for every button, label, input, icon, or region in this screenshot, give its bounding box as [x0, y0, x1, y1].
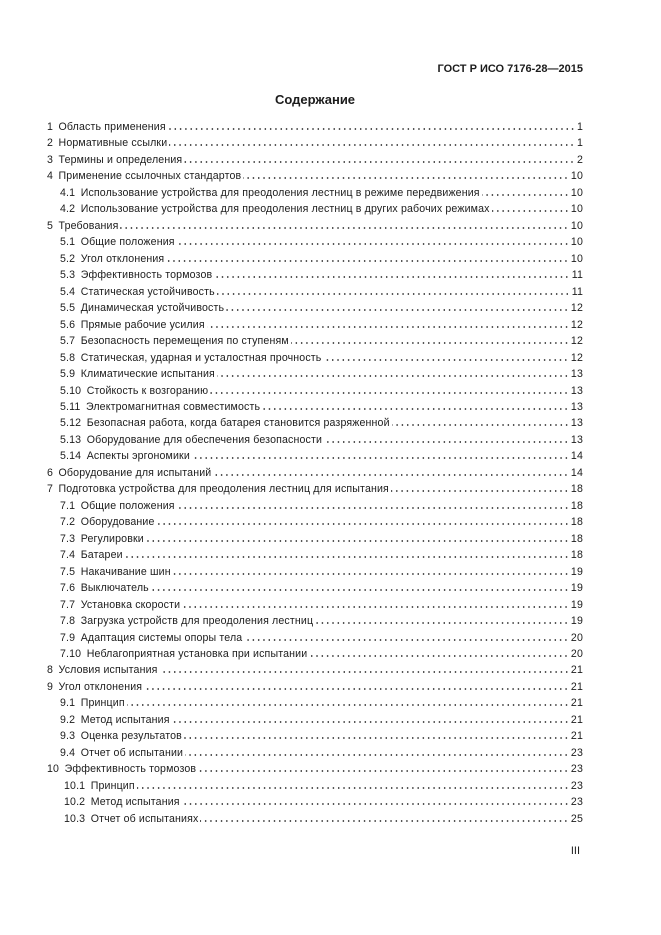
toc-entry-page: 20 — [570, 648, 583, 660]
toc-entry-page: 11 — [571, 285, 583, 298]
toc-entry-subsection — [47, 745, 583, 761]
toc-entry-subsection — [47, 317, 583, 333]
toc-entry-page: 18 — [570, 499, 583, 512]
toc-entry-subsection — [47, 728, 583, 744]
dot-leader — [182, 606, 569, 608]
toc-entry-section — [47, 119, 583, 135]
dot-leader — [151, 589, 569, 591]
toc-entry-subsection — [47, 300, 583, 316]
toc-entry-page: 10 — [570, 203, 583, 216]
toc-entry-title: Батареи — [80, 549, 123, 562]
toc-entry-page: 12 — [570, 318, 583, 331]
dot-leader — [173, 573, 569, 575]
toc-entry-page: 21 — [570, 730, 583, 743]
page-title: Содержание — [274, 92, 356, 107]
dot-leader — [291, 342, 569, 344]
toc-entry-page: 10 — [570, 252, 583, 265]
toc-entry-number: 7.4 — [60, 549, 76, 562]
toc-entry-subsection — [47, 284, 583, 300]
toc-entry-page: 23 — [570, 796, 583, 809]
toc-entry-subsection — [47, 251, 583, 267]
toc-entry-number: 8 — [47, 664, 54, 677]
toc-entry-subsection — [47, 201, 583, 217]
toc-entry-number: 4.1 — [60, 186, 76, 199]
toc-entry-title: Электромагнитная совместимость — [85, 400, 261, 413]
toc-entry-title: Адаптация системы опоры тела — [80, 631, 243, 644]
toc-entry-subsection — [47, 695, 583, 711]
toc-entry-number: 3 — [47, 153, 54, 166]
toc-entry-page: 18 — [570, 516, 583, 529]
toc-entry-title: Угол отклонения — [58, 680, 143, 693]
toc-entry-number: 5.2 — [60, 252, 76, 265]
dot-leader — [166, 260, 569, 262]
dot-leader — [177, 507, 569, 509]
toc-entry-page: 1 — [576, 121, 583, 133]
toc-entry-subsection — [47, 794, 583, 810]
toc-entry-page: 10 — [570, 219, 583, 232]
toc-entry-title: Метод испытания — [90, 796, 180, 809]
toc-entry-title: Выключатель — [80, 582, 149, 595]
dot-leader — [392, 424, 569, 426]
toc-entry-number: 5.8 — [60, 351, 76, 364]
dot-leader — [137, 787, 569, 789]
dot-leader — [315, 622, 569, 624]
toc-entry-number: 7.2 — [60, 516, 76, 529]
toc-entry-subsection — [47, 415, 583, 431]
toc-entry-page: 18 — [570, 483, 583, 496]
toc-entry-title: Аспекты эргономики — [86, 450, 190, 463]
toc-entry-page: 11 — [571, 269, 583, 282]
dot-leader — [324, 441, 569, 443]
toc-entry-subsection — [47, 564, 583, 580]
toc-entry-page: 13 — [570, 417, 583, 430]
toc-entry-number: 6 — [47, 466, 54, 479]
toc-entry-title: Оборудование для испытаний — [58, 466, 212, 479]
toc-entry-page: 10 — [570, 236, 583, 249]
toc-entry-title: Использование устройства для преодоления лестниц в других рабочих режимах — [80, 203, 490, 216]
toc-entry-subsection — [47, 448, 583, 464]
toc-entry-page: 10 — [570, 170, 583, 183]
toc-entry-subsection — [47, 630, 583, 646]
toc-entry-page: 20 — [570, 631, 583, 644]
toc-entry-number: 5.10 — [60, 384, 82, 397]
dot-leader — [184, 737, 569, 739]
dot-leader — [172, 721, 569, 723]
toc-entry-number: 5.1 — [60, 236, 76, 249]
dot-leader — [120, 227, 568, 229]
toc-entry-title: Отчет об испытании — [80, 746, 184, 759]
toc-entry-page: 18 — [570, 549, 583, 562]
toc-entry-title: Установка скорости — [80, 598, 181, 611]
toc-entry-subsection — [47, 399, 583, 415]
toc-entry-number: 9.3 — [60, 730, 76, 743]
toc-entry-subsection — [47, 580, 583, 596]
toc-entry-number: 7.1 — [60, 499, 76, 512]
dot-leader — [207, 326, 569, 328]
toc-entry-number: 9 — [47, 680, 54, 693]
toc-entry-number: 5.3 — [60, 269, 76, 282]
toc-entry-number: 5.11 — [60, 400, 81, 413]
toc-entry-subsection — [47, 712, 583, 728]
toc-entry-page: 18 — [570, 532, 583, 545]
toc-entry-number: 5.9 — [60, 368, 76, 381]
page-number: III — [570, 845, 580, 857]
toc-entry-title: Регулировки — [80, 532, 144, 545]
toc-entry-number: 4 — [47, 170, 54, 183]
toc-entry-subsection — [47, 811, 583, 827]
toc-entry-page: 25 — [570, 812, 583, 825]
toc-entry-page: 14 — [570, 466, 583, 479]
toc-entry-page: 21 — [570, 697, 583, 710]
dot-leader — [200, 820, 568, 822]
dot-leader — [309, 655, 569, 657]
dot-leader — [217, 293, 570, 295]
dot-leader — [244, 639, 569, 641]
toc-entry-number: 5.12 — [60, 417, 82, 430]
toc-entry-section — [47, 481, 583, 497]
table-of-contents — [47, 119, 583, 827]
toc-entry-title: Условия испытания — [58, 664, 158, 677]
toc-entry-number: 7.5 — [60, 565, 76, 578]
toc-entry-title: Безопасная работа, когда батарея становится разряженной — [86, 417, 390, 430]
dot-leader — [185, 754, 569, 756]
toc-entry-subsection — [47, 432, 583, 448]
toc-entry-title: Стойкость к возгоранию — [86, 384, 209, 397]
dot-leader — [262, 408, 569, 410]
toc-entry-title: Загрузка устройств для преодоления лестниц — [80, 615, 314, 628]
toc-entry-number: 5.14 — [60, 450, 82, 463]
dot-leader — [160, 671, 569, 673]
toc-entry-number: 2 — [47, 137, 54, 150]
toc-entry-number: 7 — [47, 483, 54, 496]
toc-entry-number: 10.2 — [64, 796, 86, 809]
toc-entry-section — [47, 761, 583, 777]
toc-entry-number: 10.3 — [64, 812, 86, 825]
toc-entry-page: 23 — [570, 779, 583, 792]
toc-entry-title: Безопасность перемещения по ступеням — [80, 335, 289, 348]
toc-entry-number: 5.7 — [60, 335, 76, 348]
toc-entry-number: 10 — [47, 763, 60, 776]
toc-entry-page: 23 — [570, 763, 583, 776]
toc-entry-number: 5 — [47, 219, 54, 232]
toc-entry-number: 9.2 — [60, 713, 76, 726]
toc-entry-page: 1 — [576, 137, 583, 150]
toc-entry-number: 7.8 — [60, 615, 76, 628]
toc-entry-page: 13 — [570, 384, 583, 397]
dot-leader — [125, 556, 569, 558]
toc-entry-section — [47, 662, 583, 678]
dot-leader — [210, 392, 569, 394]
dot-leader — [157, 523, 569, 525]
toc-entry-title: Общие положения — [80, 236, 175, 249]
toc-entry-page: 12 — [570, 302, 583, 315]
toc-entry-page: 13 — [570, 368, 583, 381]
dot-leader — [168, 128, 575, 130]
toc-entry-subsection — [47, 531, 583, 547]
toc-entry-number: 10.1 — [64, 779, 86, 792]
toc-entry-subsection — [47, 514, 583, 530]
toc-entry-title: Требования — [58, 219, 119, 232]
toc-entry-title: Прямые рабочие усилия — [80, 318, 205, 331]
toc-entry-section — [47, 152, 583, 168]
toc-entry-title: Статическая, ударная и усталостная прочность — [80, 351, 322, 364]
toc-entry-section — [47, 679, 583, 695]
standard-designation: ГОСТ Р ИСО 7176-28—2015 — [437, 63, 583, 75]
toc-entry-section — [47, 218, 583, 234]
toc-entry-title: Нормативные ссылки — [58, 137, 168, 150]
toc-entry-subsection — [47, 267, 583, 283]
toc-entry-title: Статическая устойчивость — [80, 285, 215, 298]
toc-entry-page: 2 — [576, 153, 583, 166]
toc-entry-title: Отчет об испытаниях — [90, 812, 199, 825]
dot-leader — [182, 803, 569, 805]
dot-leader — [198, 770, 569, 772]
dot-leader — [146, 540, 569, 542]
toc-entry-subsection — [47, 383, 583, 399]
toc-entry-number: 5.4 — [60, 285, 76, 298]
dot-leader — [226, 309, 569, 311]
toc-entry-number: 5.13 — [60, 433, 82, 446]
toc-entry-subsection — [47, 350, 583, 366]
dot-leader — [177, 243, 569, 245]
dot-leader — [184, 161, 575, 163]
toc-entry-page: 21 — [570, 680, 583, 693]
toc-entry-number: 9.4 — [60, 746, 76, 759]
dot-leader — [144, 688, 569, 690]
dot-leader — [217, 375, 569, 377]
toc-entry-subsection — [47, 547, 583, 563]
toc-entry-title: Область применения — [58, 121, 166, 133]
toc-entry-title: Эффективность тормозов — [80, 269, 213, 282]
toc-entry-subsection — [47, 234, 583, 250]
toc-entry-title: Принцип — [80, 697, 125, 710]
toc-entry-section — [47, 168, 583, 184]
toc-entry-subsection — [47, 646, 583, 662]
toc-entry-section — [47, 135, 583, 151]
dot-leader — [169, 144, 575, 146]
toc-entry-number: 7.7 — [60, 598, 76, 611]
toc-entry-section — [47, 465, 583, 481]
dot-leader — [492, 210, 569, 212]
dot-leader — [243, 177, 569, 179]
dot-leader — [391, 490, 569, 492]
toc-entry-title: Динамическая устойчивость — [80, 302, 225, 315]
toc-entry-page: 12 — [570, 351, 583, 364]
toc-entry-title: Использование устройства для преодоления лестниц в режиме передвижения — [80, 186, 480, 199]
dot-leader — [482, 194, 569, 196]
toc-entry-title: Применение ссылочных стандартов — [58, 170, 242, 183]
toc-entry-page: 10 — [570, 186, 583, 199]
toc-entry-page: 21 — [570, 664, 583, 677]
toc-entry-number: 7.6 — [60, 582, 76, 595]
dot-leader — [192, 457, 569, 459]
toc-entry-number: 5.5 — [60, 302, 76, 315]
toc-entry-title: Метод испытания — [80, 713, 170, 726]
dot-leader — [213, 474, 569, 476]
toc-entry-number: 7.9 — [60, 631, 76, 644]
toc-entry-subsection — [47, 597, 583, 613]
toc-entry-number: 7.3 — [60, 532, 76, 545]
toc-entry-title: Принцип — [90, 779, 135, 792]
toc-entry-title: Подготовка устройства для преодоления лестниц для испытания — [58, 483, 389, 496]
toc-entry-page: 13 — [570, 400, 583, 413]
toc-entry-title: Термины и определения — [58, 153, 183, 166]
toc-entry-title: Общие положения — [80, 499, 175, 512]
toc-entry-subsection — [47, 613, 583, 629]
toc-entry-subsection — [47, 366, 583, 382]
toc-entry-page: 21 — [570, 713, 583, 726]
dot-leader — [127, 704, 569, 706]
toc-entry-page: 19 — [570, 598, 583, 611]
toc-entry-subsection — [47, 333, 583, 349]
toc-entry-page: 13 — [570, 433, 583, 446]
dot-leader — [214, 276, 569, 278]
toc-entry-number: 7.10 — [60, 648, 82, 660]
toc-entry-title: Накачивание шин — [80, 565, 171, 578]
toc-entry-title: Климатические испытания — [80, 368, 215, 381]
toc-entry-subsection — [47, 498, 583, 514]
toc-entry-page: 12 — [570, 335, 583, 348]
toc-entry-page: 19 — [570, 565, 583, 578]
toc-entry-title: Оборудование — [80, 516, 155, 529]
toc-entry-subsection — [47, 185, 583, 201]
toc-entry-number: 5.6 — [60, 318, 76, 331]
toc-entry-title: Угол отклонения — [80, 252, 165, 265]
toc-entry-title: Эффективность тормозов — [64, 763, 197, 776]
toc-entry-page: 14 — [570, 450, 583, 463]
toc-entry-number: 4.2 — [60, 203, 76, 216]
toc-entry-page: 19 — [570, 582, 583, 595]
toc-entry-title: Оценка результатов — [80, 730, 182, 743]
toc-entry-page: 19 — [570, 615, 583, 628]
dot-leader — [323, 359, 568, 361]
toc-entry-number: 9.1 — [60, 697, 76, 710]
toc-entry-title: Оборудование для обеспечения безопасности — [86, 433, 323, 446]
toc-entry-subsection — [47, 778, 583, 794]
toc-entry-page: 23 — [570, 746, 583, 759]
toc-entry-number: 1 — [47, 121, 54, 133]
toc-entry-title: Неблагоприятная установка при испытании — [86, 648, 308, 660]
